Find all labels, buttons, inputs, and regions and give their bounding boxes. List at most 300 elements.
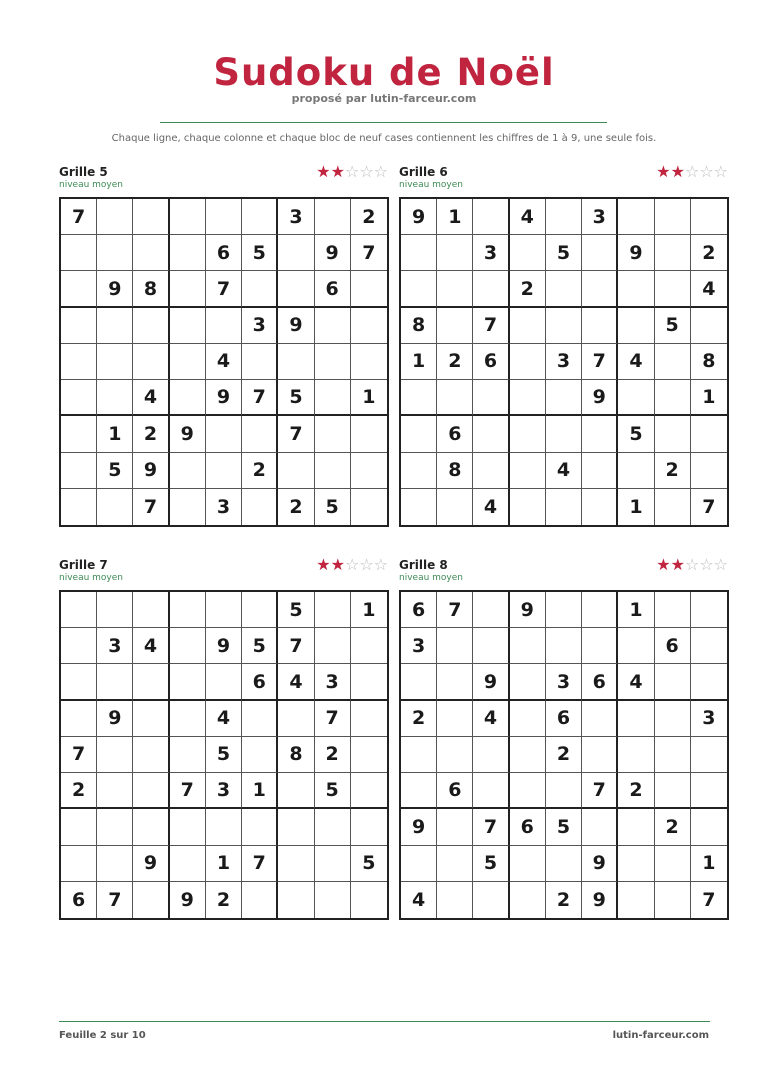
- grid-cell: 3: [242, 308, 278, 344]
- grid-cell: [278, 453, 314, 489]
- grid-cell: [618, 380, 654, 416]
- grid-cell: [510, 380, 546, 416]
- grid-cell: [582, 737, 618, 773]
- grid-cell: 2: [655, 809, 691, 845]
- grid-cell: [401, 737, 437, 773]
- grid-cell: 7: [278, 628, 314, 664]
- grid-cell: [133, 882, 169, 918]
- grid-cell: 5: [206, 737, 242, 773]
- grid-cell: [473, 199, 509, 235]
- grid-cell: [61, 453, 97, 489]
- grid-cell: [351, 773, 387, 809]
- puzzle-header: [399, 162, 729, 197]
- grid-cell: [61, 235, 97, 271]
- grid-cell: [133, 701, 169, 737]
- footer-page-count: Feuille 2 sur 10: [59, 1030, 146, 1041]
- grid-cell: 3: [206, 489, 242, 525]
- grid-cell: [61, 416, 97, 452]
- grid-cell: 9: [97, 701, 133, 737]
- grid-cell: [473, 380, 509, 416]
- grid-cell: [437, 235, 473, 271]
- grid-cell: [133, 308, 169, 344]
- grid-cell: [278, 271, 314, 307]
- grid-cell: [655, 701, 691, 737]
- grid-cell: 9: [97, 271, 133, 307]
- grid-cell: 6: [315, 271, 351, 307]
- grid-cell: 7: [473, 308, 509, 344]
- grid-cell: 2: [510, 271, 546, 307]
- grid-cell: [351, 882, 387, 918]
- grid-cell: [61, 380, 97, 416]
- grid-cell: [655, 664, 691, 700]
- grid-cell: [546, 380, 582, 416]
- grid-cell: 2: [278, 489, 314, 525]
- grid-cell: [510, 882, 546, 918]
- star-empty-icon: ☆: [373, 555, 388, 574]
- grid-cell: 5: [242, 628, 278, 664]
- grid-cell: [351, 453, 387, 489]
- grid-cell: [618, 846, 654, 882]
- grid-cell: [618, 308, 654, 344]
- grid-cell: [61, 344, 97, 380]
- grid-cell: 4: [401, 882, 437, 918]
- grid-cell: 4: [473, 701, 509, 737]
- grid-cell: [655, 592, 691, 628]
- grid-cell: [242, 809, 278, 845]
- puzzle-grille-5: [59, 162, 389, 518]
- grid-cell: [315, 308, 351, 344]
- grid-cell: [582, 628, 618, 664]
- star-filled-icon: ★: [316, 162, 331, 181]
- grid-cell: 6: [655, 628, 691, 664]
- grid-cell: [437, 701, 473, 737]
- grid-cell: 4: [133, 628, 169, 664]
- grid-cell: [351, 489, 387, 525]
- grid-cell: 7: [97, 882, 133, 918]
- puzzle-level: niveau moyen: [399, 180, 463, 190]
- grid-cell: 3: [582, 199, 618, 235]
- grid-cell: [206, 664, 242, 700]
- grid-cell: [278, 701, 314, 737]
- puzzle-level: niveau moyen: [59, 180, 123, 190]
- grid-cell: 3: [546, 664, 582, 700]
- grid-cell: [315, 882, 351, 918]
- grid-cell: 8: [401, 308, 437, 344]
- grid-cell: [582, 809, 618, 845]
- grid-cell: [278, 809, 314, 845]
- grid-cell: [437, 380, 473, 416]
- grid-cell: [691, 809, 727, 845]
- puzzle-header: [399, 555, 729, 590]
- grid-cell: 3: [315, 664, 351, 700]
- grid-cell: [206, 199, 242, 235]
- grid-cell: 6: [546, 701, 582, 737]
- grid-cell: [582, 592, 618, 628]
- grid-cell: 6: [473, 344, 509, 380]
- grid-cell: 2: [437, 344, 473, 380]
- grid-cell: 1: [618, 592, 654, 628]
- grid-cell: 6: [401, 592, 437, 628]
- grid-cell: [170, 453, 206, 489]
- star-empty-icon: ☆: [359, 162, 374, 181]
- grid-cell: [510, 737, 546, 773]
- page-title: Sudoku de Noël: [213, 51, 555, 94]
- puzzle-grille-7: [59, 555, 389, 911]
- grid-cell: [351, 628, 387, 664]
- grid-cell: [242, 489, 278, 525]
- grid-cell: [61, 701, 97, 737]
- grid-cell: [206, 809, 242, 845]
- grid-cell: 1: [351, 592, 387, 628]
- grid-cell: 3: [278, 199, 314, 235]
- grid-cell: [242, 882, 278, 918]
- grid-cell: [473, 453, 509, 489]
- grid-cell: 7: [351, 235, 387, 271]
- grid-cell: [133, 199, 169, 235]
- grid-cell: [582, 271, 618, 307]
- grid-cell: [691, 592, 727, 628]
- grid-cell: [315, 809, 351, 845]
- difficulty-stars: [316, 555, 388, 574]
- sudoku-grid: [399, 590, 729, 920]
- grid-cell: [401, 664, 437, 700]
- grid-cell: 3: [401, 628, 437, 664]
- grid-cell: 9: [170, 416, 206, 452]
- grid-cell: 9: [510, 592, 546, 628]
- star-filled-icon: ★: [330, 555, 345, 574]
- grid-cell: [655, 773, 691, 809]
- instructions-text: Chaque ligne, chaque colonne et chaque bloc de neuf cases contiennent les chiffres de 1 à 9, une seule fois.: [111, 133, 657, 144]
- grid-cell: 9: [401, 809, 437, 845]
- grid-cell: [133, 235, 169, 271]
- grid-cell: [170, 664, 206, 700]
- grid-cell: [655, 271, 691, 307]
- grid-cell: [473, 592, 509, 628]
- grid-cell: 9: [133, 453, 169, 489]
- grid-cell: [582, 308, 618, 344]
- grid-cell: [582, 416, 618, 452]
- grid-cell: [473, 416, 509, 452]
- page-subtitle: proposé par lutin-farceur.com: [291, 92, 477, 105]
- grid-cell: [510, 628, 546, 664]
- grid-cell: 9: [473, 664, 509, 700]
- grid-cell: 5: [618, 416, 654, 452]
- grid-cell: [351, 701, 387, 737]
- grid-cell: [170, 628, 206, 664]
- grid-cell: 9: [278, 308, 314, 344]
- grid-cell: 2: [618, 773, 654, 809]
- star-filled-icon: ★: [670, 162, 685, 181]
- grid-cell: 2: [61, 773, 97, 809]
- grid-cell: [655, 199, 691, 235]
- grid-cell: 1: [351, 380, 387, 416]
- difficulty-stars: [316, 162, 388, 181]
- grid-cell: [97, 809, 133, 845]
- grid-cell: [546, 199, 582, 235]
- star-empty-icon: ☆: [684, 162, 700, 181]
- grid-cell: [401, 380, 437, 416]
- grid-cell: [618, 271, 654, 307]
- grid-cell: 6: [510, 809, 546, 845]
- grid-cell: [691, 453, 727, 489]
- grid-cell: [691, 773, 727, 809]
- grid-cell: [691, 628, 727, 664]
- grid-cell: 5: [315, 773, 351, 809]
- grid-cell: [61, 846, 97, 882]
- grid-cell: 1: [691, 380, 727, 416]
- grid-cell: 7: [582, 773, 618, 809]
- grid-cell: 2: [401, 701, 437, 737]
- grid-cell: [133, 344, 169, 380]
- grid-cell: [170, 344, 206, 380]
- grid-cell: [278, 846, 314, 882]
- grid-cell: [97, 489, 133, 525]
- grid-cell: [97, 773, 133, 809]
- grid-cell: [401, 453, 437, 489]
- grid-cell: [618, 809, 654, 845]
- grid-cell: 7: [437, 592, 473, 628]
- grid-cell: [170, 271, 206, 307]
- grid-cell: 1: [437, 199, 473, 235]
- grid-cell: [97, 199, 133, 235]
- grid-cell: 4: [133, 380, 169, 416]
- grid-cell: 4: [691, 271, 727, 307]
- grid-cell: [170, 846, 206, 882]
- puzzle-header: [59, 162, 389, 197]
- grid-cell: 5: [278, 592, 314, 628]
- grid-cell: [655, 882, 691, 918]
- grid-cell: 5: [315, 489, 351, 525]
- grid-cell: [351, 344, 387, 380]
- grid-cell: [242, 344, 278, 380]
- grid-cell: [473, 882, 509, 918]
- puzzle-header: [59, 555, 389, 590]
- grid-cell: 1: [206, 846, 242, 882]
- star-filled-icon: ★: [656, 555, 671, 574]
- grid-cell: [582, 489, 618, 525]
- grid-cell: [315, 344, 351, 380]
- grid-cell: 8: [437, 453, 473, 489]
- star-empty-icon: ☆: [373, 162, 388, 181]
- grid-cell: [97, 235, 133, 271]
- grid-cell: [691, 664, 727, 700]
- grid-cell: [61, 664, 97, 700]
- grid-cell: 4: [278, 664, 314, 700]
- grid-cell: [351, 416, 387, 452]
- grid-cell: 5: [242, 235, 278, 271]
- grid-cell: 4: [510, 199, 546, 235]
- grid-cell: [401, 416, 437, 452]
- star-filled-icon: ★: [330, 162, 345, 181]
- grid-cell: [97, 344, 133, 380]
- star-empty-icon: ☆: [344, 555, 360, 574]
- grid-cell: [61, 271, 97, 307]
- grid-cell: [437, 737, 473, 773]
- grid-cell: [510, 846, 546, 882]
- puzzle-title: Grille 6: [399, 165, 448, 179]
- grid-cell: [170, 592, 206, 628]
- star-empty-icon: ☆: [699, 555, 714, 574]
- grid-cell: [437, 664, 473, 700]
- sudoku-grid: [59, 590, 389, 920]
- grid-cell: [351, 271, 387, 307]
- star-empty-icon: ☆: [359, 555, 374, 574]
- grid-cell: [546, 773, 582, 809]
- grid-cell: [170, 737, 206, 773]
- grid-cell: [97, 592, 133, 628]
- grid-cell: 4: [546, 453, 582, 489]
- grid-cell: [510, 453, 546, 489]
- grid-cell: 2: [655, 453, 691, 489]
- grid-cell: 9: [133, 846, 169, 882]
- grid-cell: [278, 344, 314, 380]
- grid-cell: [618, 701, 654, 737]
- grid-cell: [206, 592, 242, 628]
- grid-cell: [242, 701, 278, 737]
- footer-site: lutin-farceur.com: [612, 1030, 709, 1041]
- star-empty-icon: ☆: [699, 162, 714, 181]
- grid-cell: [170, 199, 206, 235]
- grid-cell: [582, 235, 618, 271]
- grid-cell: [61, 489, 97, 525]
- grid-cell: [351, 809, 387, 845]
- grid-cell: [437, 271, 473, 307]
- grid-cell: [315, 416, 351, 452]
- grid-cell: [655, 737, 691, 773]
- grid-cell: [437, 809, 473, 845]
- grid-cell: [315, 380, 351, 416]
- footer-divider: [59, 1021, 710, 1022]
- grid-cell: [655, 489, 691, 525]
- grid-cell: [351, 308, 387, 344]
- grid-cell: [510, 235, 546, 271]
- grid-cell: 5: [655, 308, 691, 344]
- grid-cell: [97, 380, 133, 416]
- grid-cell: [315, 453, 351, 489]
- grid-cell: [97, 846, 133, 882]
- puzzle-title: Grille 7: [59, 558, 108, 572]
- star-empty-icon: ☆: [713, 555, 728, 574]
- grid-cell: [582, 453, 618, 489]
- grid-cell: 8: [278, 737, 314, 773]
- grid-cell: [510, 664, 546, 700]
- grid-cell: 2: [691, 235, 727, 271]
- grid-cell: [510, 773, 546, 809]
- grid-cell: [351, 737, 387, 773]
- grid-cell: 9: [582, 882, 618, 918]
- sudoku-grid: [399, 197, 729, 527]
- grid-cell: [437, 882, 473, 918]
- star-filled-icon: ★: [670, 555, 685, 574]
- grid-cell: [170, 809, 206, 845]
- grid-cell: [691, 199, 727, 235]
- grid-cell: 6: [206, 235, 242, 271]
- puzzle-level: niveau moyen: [399, 573, 463, 583]
- difficulty-stars: [656, 162, 728, 181]
- grid-cell: [691, 416, 727, 452]
- grid-cell: [618, 628, 654, 664]
- grid-cell: 4: [206, 344, 242, 380]
- star-empty-icon: ☆: [344, 162, 360, 181]
- grid-cell: 9: [582, 380, 618, 416]
- grid-cell: 2: [546, 882, 582, 918]
- grid-cell: 6: [437, 773, 473, 809]
- grid-cell: [401, 773, 437, 809]
- grid-cell: [401, 846, 437, 882]
- grid-cell: 2: [315, 737, 351, 773]
- puzzle-grille-8: [399, 555, 729, 911]
- grid-cell: 2: [242, 453, 278, 489]
- grid-cell: 6: [242, 664, 278, 700]
- grid-cell: 7: [133, 489, 169, 525]
- grid-cell: 9: [206, 380, 242, 416]
- grid-cell: [170, 701, 206, 737]
- grid-cell: [242, 416, 278, 452]
- grid-cell: [278, 235, 314, 271]
- grid-cell: 6: [61, 882, 97, 918]
- grid-cell: [655, 235, 691, 271]
- grid-cell: [546, 416, 582, 452]
- grid-cell: 3: [97, 628, 133, 664]
- grid-cell: [351, 664, 387, 700]
- grid-cell: [618, 882, 654, 918]
- grid-cell: 7: [702, 888, 716, 911]
- grid-cell: 3: [473, 235, 509, 271]
- grid-cell: [242, 271, 278, 307]
- grid-cell: [510, 489, 546, 525]
- grid-cell: 5: [546, 235, 582, 271]
- grid-cell: [315, 592, 351, 628]
- grid-cell: 1: [242, 773, 278, 809]
- grid-cell: [691, 308, 727, 344]
- grid-cell: [133, 592, 169, 628]
- grid-cell: [206, 453, 242, 489]
- grid-cell: [401, 271, 437, 307]
- grid-cell: [437, 846, 473, 882]
- grid-cell: [315, 846, 351, 882]
- grid-cell: [61, 809, 97, 845]
- star-filled-icon: ★: [316, 555, 331, 574]
- grid-cell: 9: [401, 199, 437, 235]
- grid-cell: [206, 308, 242, 344]
- grid-cell: [133, 664, 169, 700]
- grid-cell: 1: [618, 489, 654, 525]
- grid-cell: [401, 235, 437, 271]
- grid-cell: 4: [618, 664, 654, 700]
- grid-cell: [242, 199, 278, 235]
- grid-cell: [133, 809, 169, 845]
- grid-cell: [401, 489, 437, 525]
- grid-cell: [61, 592, 97, 628]
- puzzle-grille-6: [399, 162, 729, 518]
- grid-cell: 7: [315, 701, 351, 737]
- grid-cell: 2: [133, 416, 169, 452]
- grid-cell: 3: [691, 701, 727, 737]
- grid-cell: [510, 308, 546, 344]
- puzzle-title: Grille 5: [59, 165, 108, 179]
- difficulty-stars: [656, 555, 728, 574]
- grid-cell: [170, 489, 206, 525]
- grid-cell: [582, 701, 618, 737]
- grid-cell: [170, 235, 206, 271]
- grid-cell: 5: [278, 380, 314, 416]
- sudoku-grid: [59, 197, 389, 527]
- title-divider: [160, 122, 607, 123]
- grid-cell: [242, 737, 278, 773]
- grid-cell: 4: [618, 344, 654, 380]
- star-filled-icon: ★: [656, 162, 671, 181]
- grid-cell: [546, 489, 582, 525]
